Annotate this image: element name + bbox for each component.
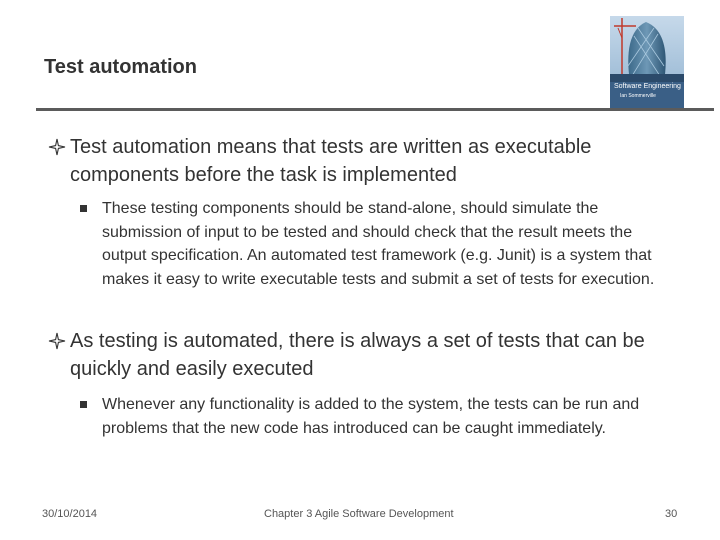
- footer-date: 30/10/2014: [42, 508, 98, 520]
- cover-title: Software Engineering: [614, 83, 681, 90]
- sub-bullet-1-text: These testing components should be stand-alone, should simulate the submission of input to be tested and should check that the result meets the output specification. An automated test framework (e.g. Junit) is a system that makes it easy to write executable tests and submit a set of tests for execution.: [102, 200, 655, 288]
- bullet-1-text: Test automation means that tests are written as executable components before the task is implemented: [70, 136, 592, 186]
- book-cover-image: [610, 16, 684, 109]
- bullet-2-text: As testing is automated, there is always a set of tests that can be quickly and easily executed: [70, 330, 645, 380]
- title-rule: [36, 108, 714, 111]
- footer-page-number: 30: [665, 508, 678, 520]
- sub-bullet-2-text: Whenever any functionality is added to the system, the tests can be run and problems that the new code has introduced can be caught immediately.: [102, 396, 640, 437]
- sub-bullet-1: [78, 197, 677, 291]
- sparkle-bullet-icon: [48, 133, 68, 161]
- cover-author: Ian Sommerville: [620, 93, 656, 99]
- square-bullet-icon: [80, 401, 87, 408]
- sparkle-bullet-icon: [48, 327, 68, 355]
- bullet-1: [48, 133, 670, 189]
- sub-bullet-2: [78, 393, 677, 440]
- slide-title: Test automation: [44, 56, 197, 78]
- square-bullet-icon: [80, 205, 87, 212]
- bullet-2: [48, 327, 670, 383]
- footer-chapter: Chapter 3 Agile Software Development: [264, 508, 454, 520]
